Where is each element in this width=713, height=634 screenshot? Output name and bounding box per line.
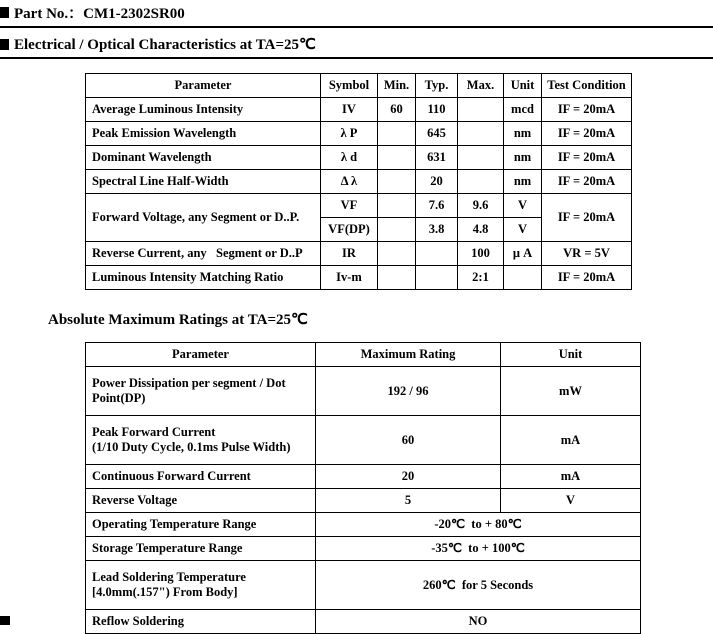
header-cell-unit: Unit	[504, 74, 542, 98]
param-cell: Reverse Current, any Segment or D..P	[86, 242, 321, 266]
condition-cell: IF = 20mA	[542, 146, 632, 170]
section-title-electrical	[0, 33, 713, 59]
typ-cell: 110	[416, 98, 458, 122]
rating-cell: -35℃ to + 100℃	[316, 537, 641, 561]
condition-cell: IF = 20mA	[542, 170, 632, 194]
header-cell-symbol: Symbol	[321, 74, 378, 98]
table-row	[86, 416, 641, 465]
header-cell-typ: Typ.	[416, 74, 458, 98]
min-cell	[378, 122, 416, 146]
max-cell	[458, 122, 504, 146]
param-line: Lead Soldering Temperature	[92, 570, 246, 584]
electro-optical-table	[85, 73, 632, 290]
typ-cell: 7.6	[416, 194, 458, 218]
section-title-absolute-max: Absolute Maximum Ratings at TA=25℃	[48, 312, 308, 328]
table-header-row	[86, 343, 641, 367]
table-row	[86, 537, 641, 561]
symbol-cell: λ d	[321, 146, 378, 170]
header-cell-test-condition: Test Condition	[542, 74, 632, 98]
condition-cell: IF = 20mA	[542, 266, 632, 290]
max-cell	[458, 170, 504, 194]
param-line: (1/10 Duty Cycle, 0.1ms Pulse Width)	[92, 440, 291, 454]
typ-cell	[416, 266, 458, 290]
table-row	[86, 513, 641, 537]
unit-cell: nm	[504, 146, 542, 170]
param-cell: Reverse Voltage	[86, 489, 316, 513]
table-row	[86, 98, 632, 122]
table-row	[86, 489, 641, 513]
unit-cell: nm	[504, 170, 542, 194]
unit-cell	[504, 266, 542, 290]
max-cell: 9.6	[458, 194, 504, 218]
table-header-row	[86, 74, 632, 98]
max-cell: 4.8	[458, 218, 504, 242]
symbol-cell: VF	[321, 194, 378, 218]
min-cell	[378, 146, 416, 170]
param-cell: Peak Emission Wavelength	[86, 122, 321, 146]
rating-cell: 20	[316, 465, 501, 489]
param-cell: Dominant Wavelength	[86, 146, 321, 170]
condition-cell: IF = 20mA	[542, 98, 632, 122]
param-cell: Operating Temperature Range	[86, 513, 316, 537]
table-row	[86, 266, 632, 290]
typ-cell: 20	[416, 170, 458, 194]
param-cell: Spectral Line Half-Width	[86, 170, 321, 194]
table-row	[86, 367, 641, 416]
param-cell: Continuous Forward Current	[86, 465, 316, 489]
header-cell-max-rating: Maximum Rating	[316, 343, 501, 367]
typ-cell	[416, 242, 458, 266]
bullet-square-icon	[0, 616, 10, 625]
table-row	[86, 561, 641, 610]
min-cell	[378, 242, 416, 266]
symbol-cell: VF(DP)	[321, 218, 378, 242]
typ-cell: 631	[416, 146, 458, 170]
param-line: [4.0mm(.157") From Body]	[92, 585, 238, 599]
max-cell: 100	[458, 242, 504, 266]
param-line: Point(DP)	[92, 391, 146, 405]
unit-cell: mW	[501, 367, 641, 416]
rating-cell: 5	[316, 489, 501, 513]
bullet-square-icon	[0, 7, 9, 18]
part-number-text: Part No.：CM1-2302SR00	[14, 6, 185, 22]
unit-cell: V	[504, 218, 542, 242]
unit-cell: V	[504, 194, 542, 218]
param-cell: Luminous Intensity Matching Ratio	[86, 266, 321, 290]
table-row	[86, 122, 632, 146]
min-cell	[378, 194, 416, 218]
header-cell-parameter: Parameter	[86, 74, 321, 98]
param-cell	[86, 367, 316, 416]
unit-cell: μ A	[504, 242, 542, 266]
param-cell	[86, 561, 316, 610]
typ-cell: 645	[416, 122, 458, 146]
unit-cell: nm	[504, 122, 542, 146]
unit-cell: V	[501, 489, 641, 513]
rating-cell: -20℃ to + 80℃	[316, 513, 641, 537]
condition-cell: VR = 5V	[542, 242, 632, 266]
header-cell-max: Max.	[458, 74, 504, 98]
max-cell	[458, 146, 504, 170]
section-title-text: Electrical / Optical Characteristics at TA=25℃	[14, 37, 316, 53]
symbol-cell: λ P	[321, 122, 378, 146]
param-cell	[86, 416, 316, 465]
unit-cell: mA	[501, 416, 641, 465]
min-cell	[378, 266, 416, 290]
rating-cell: NO	[316, 610, 641, 634]
table-row	[86, 170, 632, 194]
symbol-cell: Δ λ	[321, 170, 378, 194]
table-row	[86, 242, 632, 266]
param-line: Power Dissipation per segment / Dot	[92, 376, 286, 390]
param-cell: Reflow Soldering	[86, 610, 316, 634]
param-cell: Average Luminous Intensity	[86, 98, 321, 122]
rating-cell: 260℃ for 5 Seconds	[316, 561, 641, 610]
header-cell-min: Min.	[378, 74, 416, 98]
param-line: Peak Forward Current	[92, 425, 216, 439]
max-cell	[458, 98, 504, 122]
absolute-max-ratings-table	[85, 342, 641, 634]
min-cell	[378, 170, 416, 194]
min-cell	[378, 218, 416, 242]
symbol-cell: IV	[321, 98, 378, 122]
rating-cell: 60	[316, 416, 501, 465]
header-cell-parameter: Parameter	[86, 343, 316, 367]
table-row	[86, 610, 641, 634]
param-cell: Forward Voltage, any Segment or D..P.	[86, 194, 321, 242]
header-cell-unit: Unit	[501, 343, 641, 367]
unit-cell: mA	[501, 465, 641, 489]
symbol-cell: IR	[321, 242, 378, 266]
table-row	[86, 465, 641, 489]
min-cell: 60	[378, 98, 416, 122]
max-cell: 2:1	[458, 266, 504, 290]
typ-cell: 3.8	[416, 218, 458, 242]
condition-cell: IF = 20mA	[542, 194, 632, 242]
table-row	[86, 194, 632, 218]
unit-cell: mcd	[504, 98, 542, 122]
rating-cell: 192 / 96	[316, 367, 501, 416]
param-cell: Storage Temperature Range	[86, 537, 316, 561]
bullet-square-icon	[0, 39, 9, 50]
symbol-cell: Iv-m	[321, 266, 378, 290]
table-row	[86, 146, 632, 170]
part-number-header	[0, 0, 713, 28]
condition-cell: IF = 20mA	[542, 122, 632, 146]
